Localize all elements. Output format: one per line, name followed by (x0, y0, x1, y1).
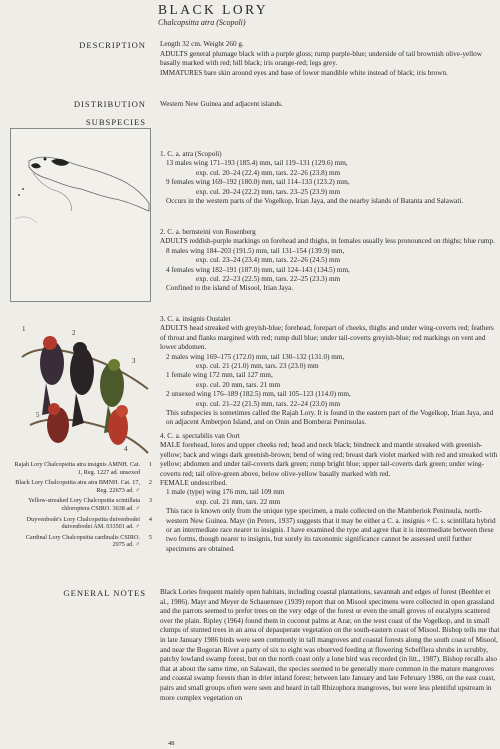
subspecies-1 (160, 150, 500, 206)
s2-note: Confined to the island of Misool, Irian Jaya. (166, 284, 294, 293)
description-text (160, 40, 500, 78)
s1-males: 13 males wing 171–193 (185.4) mm, tail 119–131 (129.6) mm, (166, 159, 348, 168)
s2-males-exp: exp. cul. 23–24 (23.4) mm, tars. 22–26 (24.5) mm (196, 256, 341, 265)
s3-males-exp: exp. cul. 21 (21.0) mm, tars. 23 (23.0) mm (196, 362, 319, 371)
general-notes-label: GENERAL NOTES (63, 588, 146, 598)
caption-4: Duyvenbode's Lory Chalcopsitta duivenbodei duivenbodei AM. 033501 ad. ♂ 4 (26, 515, 152, 531)
s3-males: 2 males wing 169–175 (172.0) mm, tail 130–132 (131.0) mm, (166, 352, 345, 361)
caption-1: Rajah Lory Chalcopsitta atra insignis AMNH. Cat. 1, Reg. 1227 ad. unsexed 1 (14, 461, 152, 476)
s4-female: FEMALE undescribed. (160, 479, 228, 488)
immatures-desc: IMMATURES bare skin around eyes and base of lower mandible white instead of black; iris brown. (160, 68, 448, 77)
distribution-text: Western New Guinea and adjacent islands. (160, 100, 283, 108)
s1-females-exp: exp. cul. 20–24 (22.2) mm, tars. 23–25 (23.9) mm (196, 187, 341, 196)
s3-unsexed: 2 unsexed wing 176–189 (182.5) mm, tail 105–123 (114.0) mm, (166, 390, 351, 399)
s2-males: 8 males wing 184–203 (191.5) mm, tail 131–154 (139.9) mm, (166, 246, 345, 255)
s3-female-exp: exp. cul. 20 mm, tars. 21 mm (196, 380, 281, 389)
s3-note: This subspecies is sometimes called the Rajah Lory. It is found in the eastern part of the Vogelkop, Irian Jaya, and on adjacent Amberpon Island, and on Onin and Bomberai Peninsulas. (166, 409, 494, 427)
length-line: Length 32 cm. Weight 260 g. (160, 40, 244, 48)
s1-females: 9 females wing 169–192 (180.0) mm, tail 114–133 (123.2) mm, (166, 178, 350, 187)
plate-captions (12, 461, 152, 552)
species-author: Chalcopsitta atra (Scopoli) (158, 18, 246, 27)
svg-text:2: 2 (72, 329, 76, 337)
distribution-label: DISTRIBUTION (73, 99, 146, 109)
adults-desc: ADULTS general plumage black with a purple gloss; rump purple-blue; underside of tail brownish olive-yellow basally marked with red; bill black; iris orange-red; legs grey. (160, 49, 482, 68)
s2-adults: ADULTS reddish-purple markings on forehead and thighs, in females usually less pronounced on thighs; blue rump. (160, 237, 495, 246)
subspecies-2-head: 2. C. a. bernsteini von Rosenberg (160, 228, 256, 236)
s4-type-exp: exp. cul. 21 mm, tars. 22 mm (196, 497, 281, 506)
caption-3: Yellow-streaked Lory Chalcopsitta scintillata chloroptera CSIRO. 3638 ad. ♂ 3 (28, 497, 152, 512)
subspecies-4-head: 4. C. a. spectabilis van Oort (160, 432, 240, 440)
lory-illustration (20, 305, 150, 455)
s3-female: 1 female wing 172 mm, tail 127 mm, (166, 371, 273, 380)
subspecies-1-head: 1. C. a. atra (Scopoli) (160, 150, 222, 158)
s2-females-exp: exp. cul. 22–23 (22.5) mm, tars. 22–25 (23.3) mm (196, 275, 341, 284)
s4-note: This race is known only from the unique type specimen, a male collected on the Mamberiok Peninsula, north-western New Guinea. Mayr (in Peters, 1937) suggests that it may be either a C. a. insignis × C. s. scintillata hybrid or an intermediate race nearer to insignis. I have examined the type and agree that it is intermediate between these two forms, though nearer to insignis, but surely its taxonomic significance cannot be assessed until further specimens are obtained. (166, 507, 496, 553)
s1-males-exp: exp. cul. 20–24 (22.4) mm, tars. 22–26 (23.8) mm (196, 168, 341, 177)
subspecies-3 (160, 315, 500, 428)
species-title: BLACK LORY (158, 2, 269, 17)
distribution-map (10, 128, 151, 302)
s4-type: 1 male (type) wing 176 mm, tail 109 mm (166, 488, 285, 497)
caption-5: Cardinal Lory Chalcopsitta cardinalis CSIRO. 2975 ad. ♂ 5 (25, 533, 152, 549)
svg-text:4: 4 (124, 445, 128, 453)
svg-text:1: 1 (22, 325, 26, 333)
general-notes-text: Black Lories frequent mainly open habitats, including coastal plantations, savannah and edges of forest (Beehler et al., 1986). Mayr and Meyer de Schauensee (1939) report that on Misool specimens were collected in open grassland and the parrots seemed to prefer trees on the very edge of the forest or even the small groves of eucalypts scattered over the plain. Ripley (1964) found them in coconut palms at Arar, on the west coast of the Vogelkop, and in small clumps of stunted trees in an area of depauperate vegetation on the south-eastern coast of Misool. Bishop tells me that in late January 1986 birds were seen commonly in tall mangroves and coastal forests along the south coast of Misool, and near the Bogeran River a party of six to eight was observed feeding at flowering Schefflera shrubs in scrubby, patchy lowland swamp forest, but on the north coast only a lone bird was recorded (in litt., 1987). Bishop recalls also that at about the same time, on Salawati, the species seemed to be generally more common in the mature mangroves and coastal swamp forests than in drier inland forest; between late January and late February 1986, on the east coast, pairs and small groups often were seen and heard in tall Rhizophora mangroves, but were less plentiful upstream in more complex vegetation on (160, 588, 500, 702)
subspecies-label: SUBSPECIES (85, 117, 146, 127)
svg-text:5: 5 (36, 411, 40, 419)
description-label: DESCRIPTION (79, 40, 146, 50)
page-number: 48 (168, 740, 175, 747)
new-guinea-map-icon (11, 129, 151, 302)
s3-adults: ADULTS head streaked with greyish-blue; forehead, forepart of cheeks, thighs and under wing-coverts red; feathers of throat and flanks margined with red; rump dull blue; under tail-coverts greyish-blue; red markings on vent and lower abdomen. (160, 324, 494, 352)
subspecies-4 (160, 432, 500, 554)
subspecies-2 (160, 228, 500, 294)
caption-2: Black Lory Chalcopsitta atra atra BMNH. Cat. 17, Reg. 22673 ad. ♂ 2 (15, 479, 152, 494)
s4-male: MALE forehead, lores and upper cheeks red; head and neck black; bindneck and mantle streaked with greenish-yellow; back and wings dark greenish-brown; bend of wing red; breast dark violet marked with red and streaked with yellow; abdomen and under tail-coverts dark green; rump bright blue; upper tail-coverts dark green; under wing-coverts red; tail olive-green above, below olive-yellow basally marked with red. (160, 441, 498, 478)
subspecies-3-head: 3. C. a. insignis Oustalet (160, 315, 231, 323)
s1-note: Occurs in the western parts of the Vogelkop, Irian Jaya, and the nearby islands of Batanta and Salawati. (166, 197, 464, 206)
s3-unsexed-exp: exp. cul. 21–22 (21.5) mm, tars. 22–24 (23.0) mm (196, 399, 341, 408)
s2-females: 4 females wing 182–191 (187.0) mm, tail 124–143 (134.5) mm, (166, 265, 350, 274)
svg-text:3: 3 (132, 357, 136, 365)
